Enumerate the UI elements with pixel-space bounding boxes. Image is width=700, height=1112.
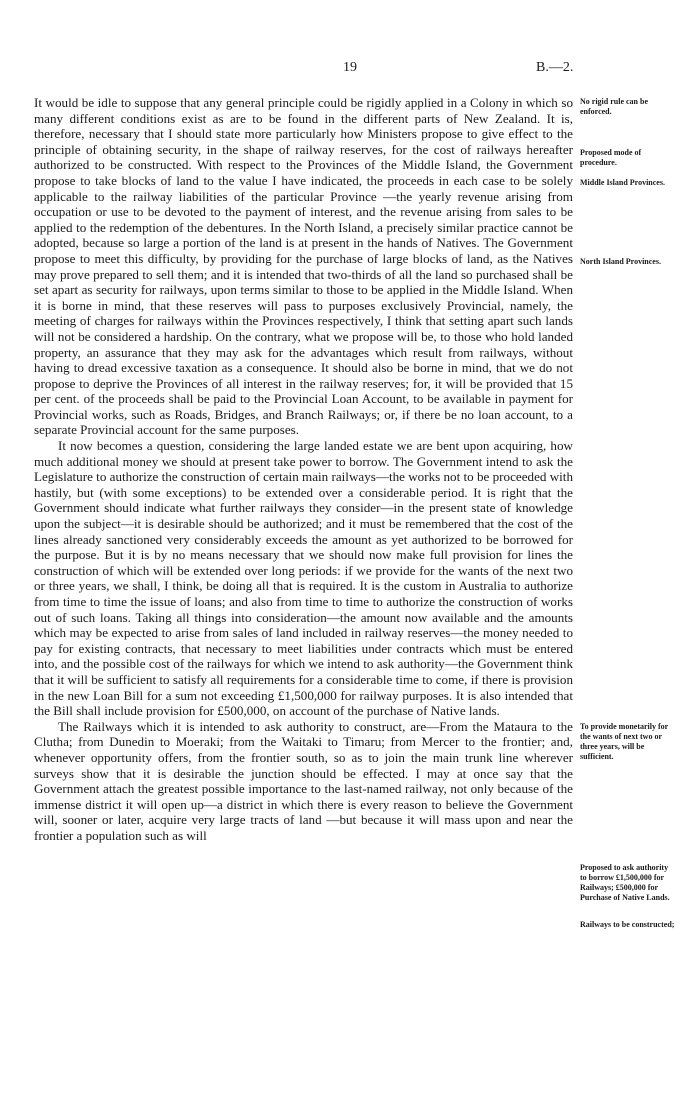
page-number: 19 [343,60,357,75]
body-text [34,95,573,844]
document-reference: B.—2. [536,60,574,75]
paragraph: It would be idle to suppose that any general principle could be rigidly applied in a Colony in which so many different conditions exist as are to be found in the different parts of New Zealand. It is, therefore, necessary that I should state more particularly how Ministers propose to give effect to the principle of obtaining security, in the shape of railway reserves, for the cost of railways hereafter authorized to be constructed. With respect to the Provinces of the Middle Island, the Government propose to take blocks of land to the value I have indicated, the proceeds in each case to be solely applicable to the railway liabilities of the particular Province —the yearly revenue arising from occupation or use to be devoted to the payment of interest, and the revenue arising from sales to be applied to the redemption of the debentures. In the North Island, a precisely similar practice cannot be adopted, because so large a portion of the land is at present in the hands of Natives. The Government propose to meet this difficulty, by providing for the purchase of large blocks of land, as the Natives may prove prepared to sell them; and it is intended that two-thirds of all the land so purchased shall be set apart as security for railways, upon terms similar to those to be applied in the Middle Island. When it is borne in mind, that these reserves will pass to purposes exclusively Provincial, namely, the meeting of charges for railways within the Provinces respectively, I think that setting apart such lands will not be considered a hardship. On the contrary, what we propose will be, to those who hold landed property, an assurance that they may ask for the advantages which result from railways, without having to dread excessive taxation as a consequence. It should also be borne in mind, that we do not propose to deprive the Provinces of all interest in the railway reserves; for, it will be provided that 15 per cent. of the proceeds shall be paid to the Provincial Loan Account, to be available in payment for Provincial works, such as Roads, Bridges, and Branch Railways; or, if there be no loan account, to a separate Provincial account for the same purposes. [34,95,573,438]
side-note-middle-island: Middle Island Provinces. [580,178,665,187]
paragraph: It now becomes a question, considering the large landed estate we are bent upon acquiring, how much additional money we should at present take power to borrow. The Government intend to ask the Legislature to authorize the construction of certain main railways—the works not to be proceeded with hastily, but (with some exceptions) to be extended over a considerable period. It is right that the Government should indicate what further railways they consider—in the present state of knowledge upon the subject—it is desirable should be authorized; and it must be remembered that the cost of the lines already sanctioned very considerably exceeds the amount as yet authorized to be borrowed for the purpose. But it is by no means necessary that we should now make full provision for lines the construction of which will be extended over long periods: if we provide for the wants of the next two or three years, we shall, I think, be doing all that is required. It is the custom in Australia to authorize from time to time the issue of loans; and also from time to time to authorize the construction of works out of such loans. Taking all things into consideration—the amount now available and the amounts which may be expected to arise from sales of land included in railway reserves—the money needed to pay for existing contracts, that necessary to meet liabilities under contracts which must be entered into, and the possible cost of the railways for which we intend to ask authority—the Government think that it will be sufficient to satisfy all requirements for a considerable time to come, if there is provision in the new Loan Bill for a sum not exceeding £1,500,000 for railway purposes. It is also intended that the Bill shall include provision for £500,000, on account of the purchase of Native lands. [34,438,573,719]
side-note-north-island: North Island Provinces. [580,257,661,266]
side-note-railways-to-be-constructed: Railways to be constructed; [580,920,675,929]
side-note-proposed-mode: Proposed mode of procedure. [580,148,642,167]
side-note-no-rigid-rule: No rigid rule can be enforced. [580,97,648,116]
side-note-provide-monetarily: To provide monetarily for the wants of next two or three years, will be sufficient. [580,722,669,761]
paragraph: The Railways which it is intended to ask authority to construct, are—From the Mataura to the Clutha; from Dunedin to Moeraki; from the Waitaki to Timaru; from Mercer to the frontier; and, whenever opportunity offers, from the frontier south, so as to join the main trunk line wherever surveys show that it is desirable the junction should be effected. I may at once say that the Government attach the greatest possible importance to the last-named railway, not only because of the immense district it will open up—a district in which there is every reason to believe the Government will, sooner or later, acquire very large tracts of land —but because it will mass upon and near the frontier a population such as will [34,718,573,843]
side-note-borrow-authority: Proposed to ask authority to borrow £1,500,000 for Railways; £500,000 for Purchase of Native Lands. [580,863,670,902]
